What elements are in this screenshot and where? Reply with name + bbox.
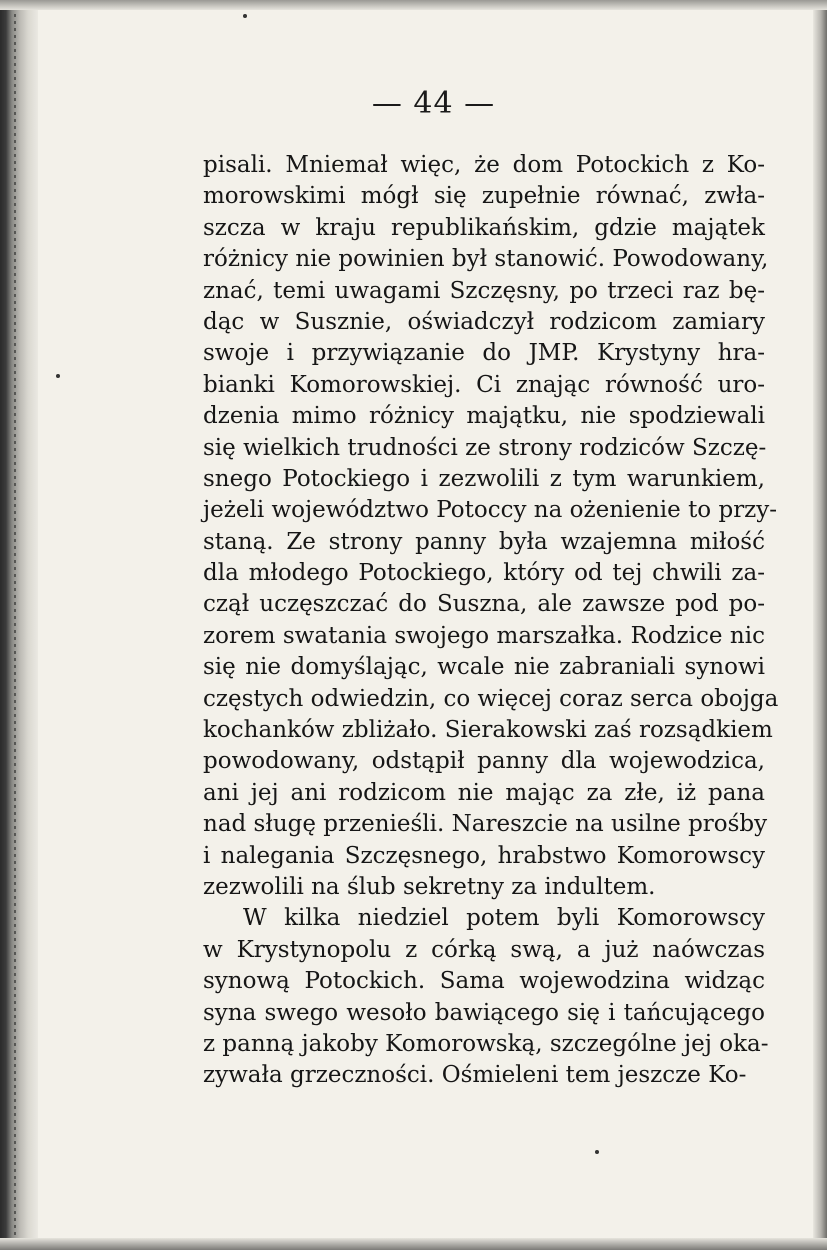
binding-edge — [0, 0, 38, 1250]
text-line: morowskimi mógł się zupełnie równać, zwła- — [203, 183, 765, 210]
text-line: różnicy nie powinien był stanowić. Powodowany, — [203, 246, 769, 273]
text-line: szcza w kraju republikańskim, gdzie majątek — [203, 214, 765, 241]
text-line: ani jej ani rodzicom nie mając za złe, iż pana — [203, 779, 765, 806]
paragraph — [203, 150, 779, 903]
text-line: zywała grzeczności. Ośmieleni tem jeszcze Ko- — [203, 1062, 747, 1089]
text-line: się nie domyślając, wcale nie zabraniali synowi — [203, 654, 765, 681]
ink-speck — [243, 14, 247, 18]
text-line: zorem swatania swojego marszałka. Rodzice nic — [203, 622, 765, 649]
right-page-edge — [813, 0, 827, 1250]
text-line: powodowany, odstąpił panny dla wojewodzica, — [203, 748, 765, 775]
paragraph — [203, 903, 769, 1091]
text-line: zezwolili na ślub sekretny za indultem. — [203, 873, 656, 900]
text-line: dzenia mimo różnicy majątku, nie spodziewali — [203, 403, 765, 430]
text-line: kochanków zbliżało. Sierakowski zaś rozsądkiem — [203, 717, 773, 744]
text-line: W kilka niedziel potem byli Komorowscy — [243, 905, 765, 932]
page-number: — 44 — — [371, 86, 496, 121]
bottom-page-edge — [0, 1238, 827, 1250]
text-line: swoje i przywiązanie do JMP. Krystyny hra- — [203, 340, 765, 367]
text-line: jeżeli województwo Potoccy na ożenienie to przy- — [203, 497, 778, 524]
top-page-edge — [0, 0, 827, 10]
body-text — [203, 150, 779, 1092]
text-line: dla młodego Potockiego, który od tej chwili za- — [203, 560, 765, 587]
text-line: snego Potockiego i zezwolili z tym warunkiem, — [203, 465, 765, 492]
text-line: bianki Komorowskiej. Ci znając równość uro- — [203, 371, 765, 398]
text-line: staną. Ze strony panny była wzajemna miłość — [203, 528, 765, 555]
text-line: częstych odwiedzin, co więcej coraz serca obojga — [203, 685, 779, 712]
text-line: znać, temi uwagami Szczęsny, po trzeci raz bę- — [203, 277, 765, 304]
text-line: synową Potockich. Sama wojewodzina widząc — [203, 968, 765, 995]
text-line: czął uczęszczać do Suszna, ale zawsze pod po- — [203, 591, 765, 618]
text-line: i nalegania Szczęsnego, hrabstwo Komorowscy — [203, 842, 765, 869]
text-line: dąc w Susznie, oświadczył rodzicom zamiary — [203, 308, 765, 335]
text-line: pisali. Mniemał więc, że dom Potockich z Ko- — [203, 152, 765, 178]
ink-speck — [56, 374, 60, 378]
ink-speck — [595, 1150, 599, 1154]
text-line: syna swego wesoło bawiącego się i tańcującego — [203, 999, 765, 1026]
text-line: w Krystynopolu z córką swą, a już naówczas — [203, 936, 765, 963]
text-line: z panną jakoby Komorowską, szczególne jej oka- — [203, 1030, 769, 1057]
text-line: nad sługę przenieśli. Nareszcie na usilne prośby — [203, 811, 768, 838]
text-line: się wielkich trudności ze strony rodziców Szczę- — [203, 434, 767, 461]
